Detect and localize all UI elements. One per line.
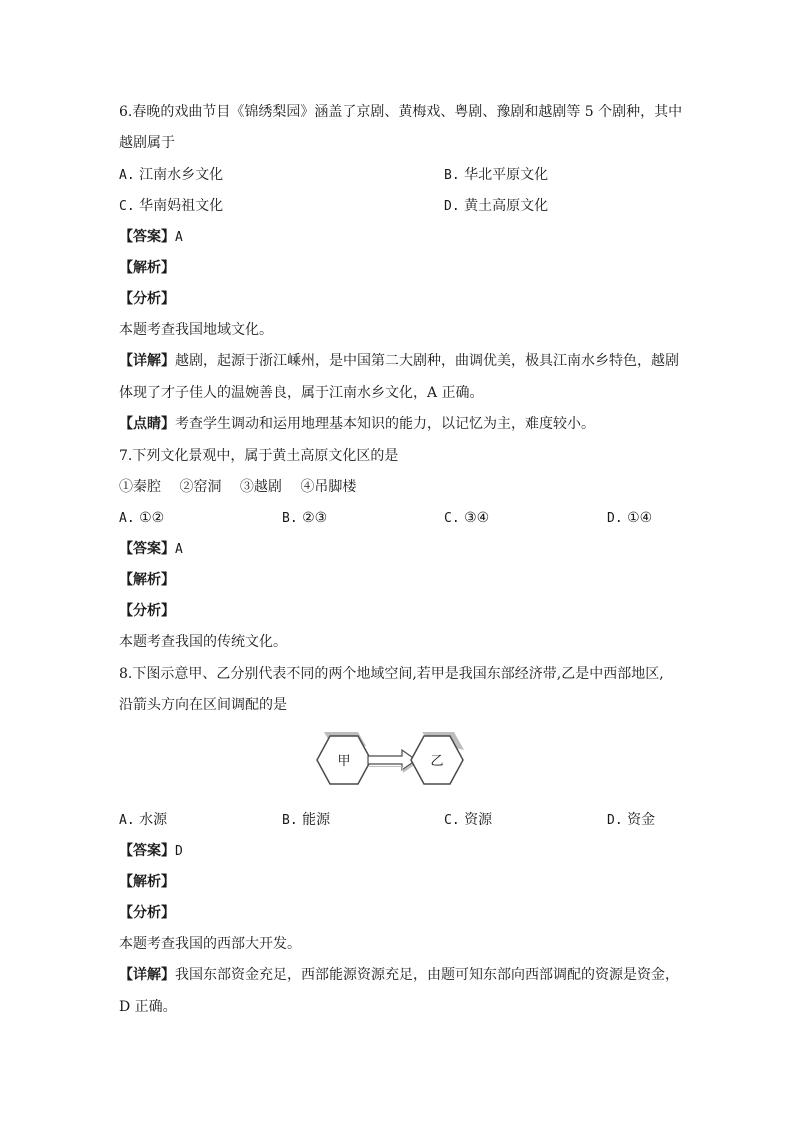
q6-xiangjie-line2: 体现了才子佳人的温婉善良，属于江南水乡文化，A 正确。 bbox=[119, 385, 484, 401]
q7-option-a-label: A. bbox=[119, 511, 135, 526]
q7-option-b-label: B. bbox=[282, 511, 298, 526]
q8-xiangjie-text1: 我国东部资金充足，西部能源资源充足，由题可知东部向西部调配的资源是资金， bbox=[175, 967, 679, 983]
q7-option-c-text: ③④ bbox=[464, 510, 490, 526]
q7-fenxi-text: 本题考查我国的传统文化。 bbox=[119, 634, 287, 650]
q8-stem-line2: 沿箭头方向在区间调配的是 bbox=[119, 697, 287, 713]
q6-answer-tag: 【答案】 bbox=[119, 229, 175, 245]
q6-option-b bbox=[444, 165, 548, 186]
q7-option-c-label: C. bbox=[444, 511, 460, 526]
q8-option-a-label: A. bbox=[119, 813, 135, 828]
q6-xiangjie-tag: 【详解】 bbox=[119, 353, 175, 369]
q8-fenxi-heading: 【分析】 bbox=[119, 905, 175, 921]
q6-dianjing bbox=[119, 414, 595, 434]
q6-option-a bbox=[119, 165, 223, 186]
q6-option-d bbox=[444, 196, 548, 217]
q6-option-a-text: 江南水乡文化 bbox=[139, 167, 224, 183]
q6-option-b-label: B. bbox=[444, 168, 460, 183]
q8-option-d bbox=[607, 810, 655, 831]
q8-option-a-text: 水源 bbox=[139, 812, 168, 828]
hexagon-right-label: 乙 bbox=[430, 754, 444, 769]
q6-option-a-label: A. bbox=[119, 168, 135, 183]
q8-option-c-label: C. bbox=[444, 813, 460, 828]
q7-option-d-text: ①④ bbox=[627, 510, 653, 526]
q6-answer-value: A bbox=[175, 230, 183, 245]
q6-option-c bbox=[119, 196, 223, 217]
q8-fenxi-text: 本题考查我国的西部大开发。 bbox=[119, 936, 301, 952]
q7-answer-tag: 【答案】 bbox=[119, 541, 175, 557]
q8-jiexi-heading: 【解析】 bbox=[119, 874, 175, 890]
q6-stem-line1: 6.春晚的戏曲节目《锦绣梨园》涵盖了京剧、黄梅戏、粤剧、豫剧和越剧等 5 个剧种，其中 bbox=[119, 104, 683, 120]
q8-option-d-label: D. bbox=[607, 813, 623, 828]
q8-option-c-text: 资源 bbox=[464, 812, 493, 828]
q8-diagram bbox=[316, 732, 466, 788]
q7-option-a-text: ①② bbox=[139, 510, 165, 526]
q6-fenxi-heading: 【分析】 bbox=[119, 291, 175, 307]
q6-fenxi-text: 本题考查我国地域文化。 bbox=[119, 322, 273, 338]
q7-option-b-text: ②③ bbox=[302, 510, 328, 526]
q6-option-d-label: D. bbox=[444, 199, 460, 214]
q8-option-d-text: 资金 bbox=[627, 812, 656, 828]
q7-answer-value: A bbox=[175, 542, 183, 557]
q7-jiexi-heading: 【解析】 bbox=[119, 572, 175, 588]
q6-dianjing-text: 考查学生调动和运用地理基本知识的能力，以记忆为主，难度较小。 bbox=[175, 416, 595, 432]
hexagon-left-label: 甲 bbox=[337, 754, 351, 769]
q8-xiangjie-line2: D 正确。 bbox=[119, 999, 177, 1015]
q7-option-c bbox=[444, 508, 489, 529]
q7-stem: 7.下列文化景观中，属于黄土高原文化区的是 bbox=[119, 448, 399, 464]
q8-option-b-text: 能源 bbox=[302, 812, 331, 828]
q6-option-b-text: 华北平原文化 bbox=[464, 167, 549, 183]
q7-option-d bbox=[607, 508, 652, 529]
q6-dianjing-tag: 【点睛】 bbox=[119, 416, 175, 432]
q7-option-a bbox=[119, 508, 164, 529]
q6-option-c-text: 华南妈祖文化 bbox=[139, 198, 224, 214]
q8-option-b-label: B. bbox=[282, 813, 298, 828]
q6-stem-line2: 越剧属于 bbox=[119, 135, 175, 151]
q8-option-b bbox=[282, 810, 330, 831]
q7-fenxi-heading: 【分析】 bbox=[119, 603, 175, 619]
q7-answer bbox=[119, 539, 183, 560]
q8-option-a bbox=[119, 810, 167, 831]
q6-xiangjie-text1: 越剧，起源于浙江嵊州，是中国第二大剧种，曲调优美，极具江南水乡特色，越剧 bbox=[175, 353, 679, 369]
q8-answer-tag: 【答案】 bbox=[119, 843, 175, 859]
q7-items: ①秦腔 ②窑洞 ③越剧 ④吊脚楼 bbox=[119, 479, 357, 495]
q8-xiangjie-line1 bbox=[119, 965, 679, 985]
q6-jiexi-heading: 【解析】 bbox=[119, 260, 175, 276]
q6-option-d-text: 黄土高原文化 bbox=[464, 198, 549, 214]
q8-answer-value: D bbox=[175, 844, 183, 859]
q8-xiangjie-tag: 【详解】 bbox=[119, 967, 175, 983]
q7-option-d-label: D. bbox=[607, 511, 623, 526]
q8-stem-line1: 8.下图示意甲、乙分别代表不同的两个地域空间,若甲是我国东部经济带,乙是中西部地区, bbox=[119, 666, 664, 682]
q8-option-c bbox=[444, 810, 492, 831]
q8-answer bbox=[119, 841, 183, 862]
q6-xiangjie-line1 bbox=[119, 351, 679, 371]
q6-answer bbox=[119, 227, 183, 248]
q7-option-b bbox=[282, 508, 327, 529]
q6-option-c-label: C. bbox=[119, 199, 135, 214]
